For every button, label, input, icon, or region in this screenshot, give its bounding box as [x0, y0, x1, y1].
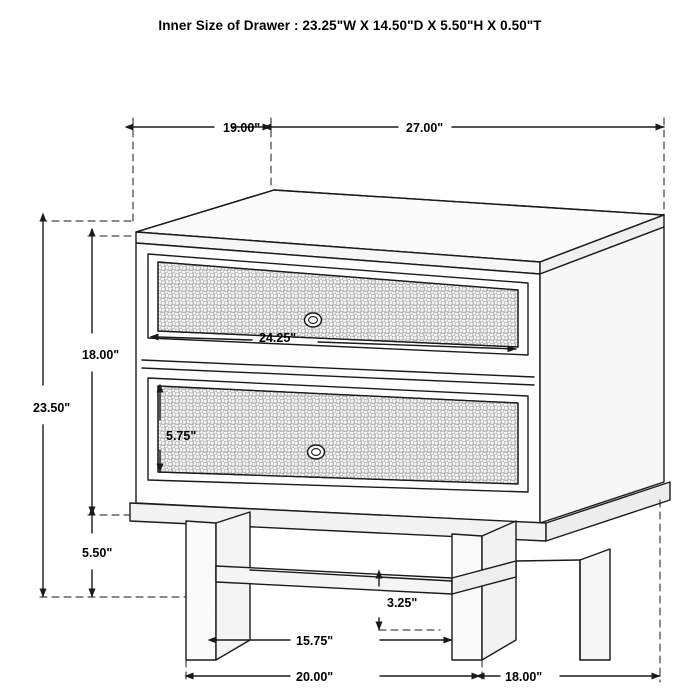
dim-label-15-75: 15.75" [296, 634, 334, 648]
dim-label-23-50: 23.50" [33, 401, 71, 415]
dim-label-20-00: 20.00" [296, 670, 334, 684]
dim-label-18-00-height: 18.00" [82, 348, 120, 362]
page-title: Inner Size of Drawer : 23.25"W X 14.50"D X 5.50"H X 0.50"T [158, 18, 542, 33]
dim-label-27: 27.00" [406, 121, 444, 135]
dim-label-5-50: 5.50" [82, 546, 113, 560]
dim-label-19: 19.00" [223, 121, 261, 135]
dim-label-5-75: 5.75" [166, 429, 197, 443]
dim-label-3-25: 3.25" [387, 596, 418, 610]
dim-label-24-25: 24.25" [259, 331, 297, 345]
dim-label-18-00-depth: 18.00" [505, 670, 543, 684]
